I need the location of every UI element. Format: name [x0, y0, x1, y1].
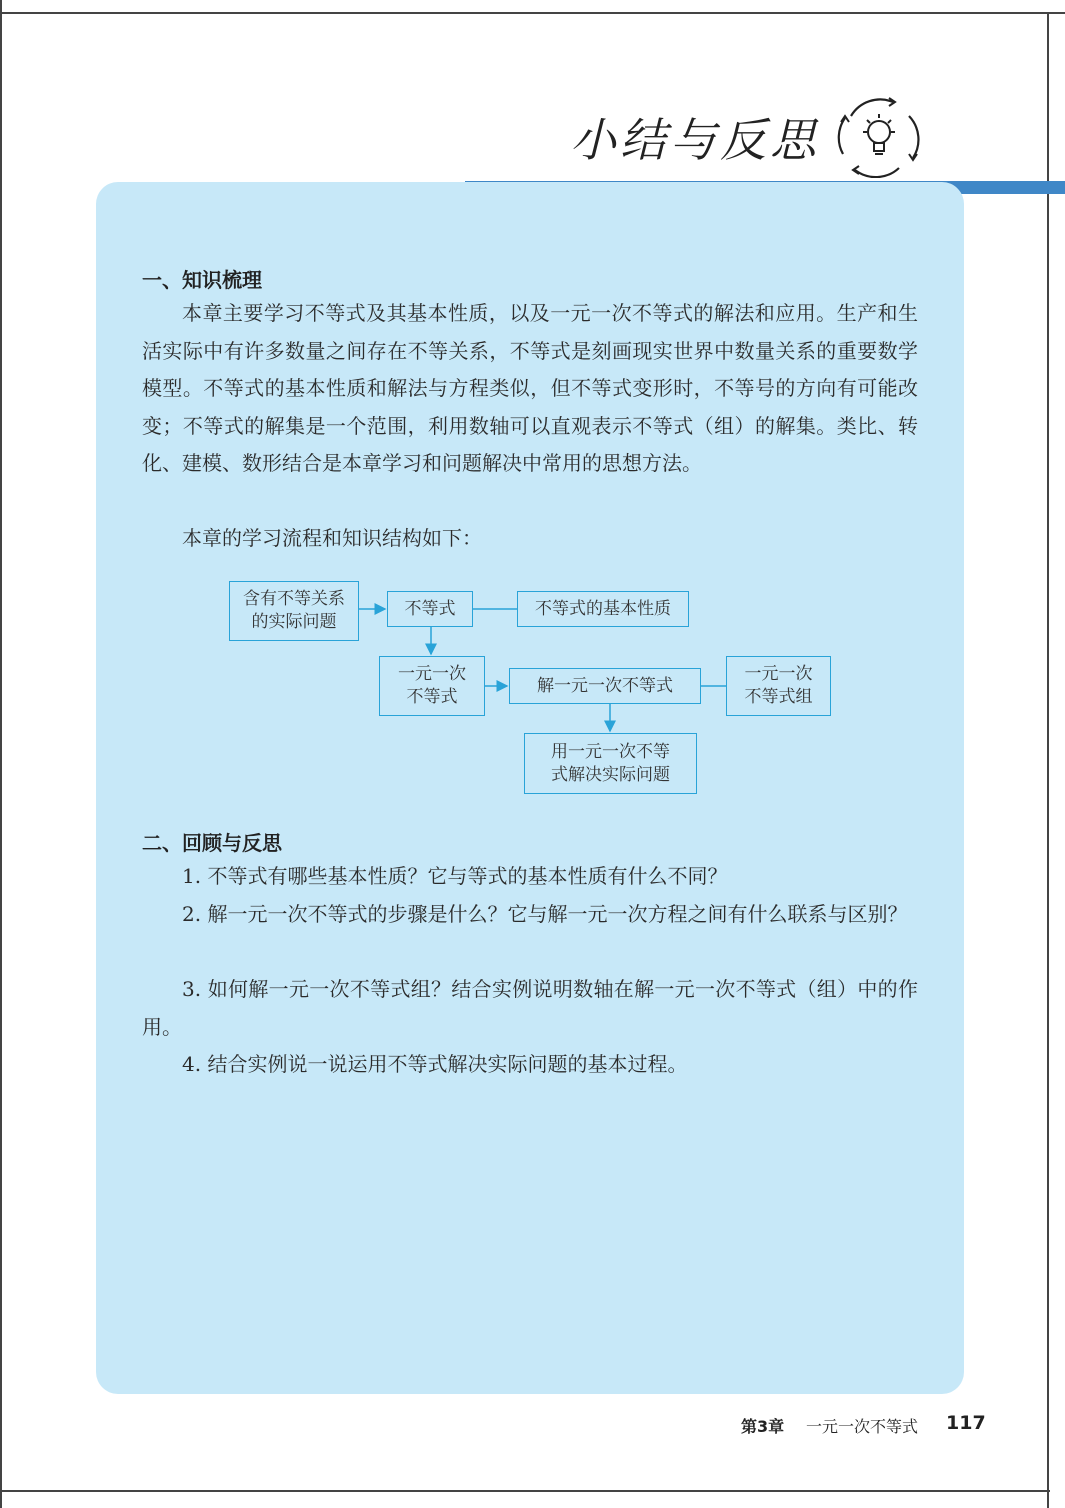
footer-chapter: 第3章	[741, 1417, 785, 1436]
page-frame-left	[0, 0, 2, 1508]
flow-node-apply: 用一元一次不等 式解决实际问题	[524, 733, 697, 794]
lightbulb-cycle-icon	[833, 94, 923, 178]
page-frame-bottom	[0, 1490, 1050, 1492]
question-item: 4. 结合实例说一说运用不等式解决实际问题的基本过程。	[182, 1052, 688, 1076]
flow-node-solve-linear: 解一元一次不等式	[509, 668, 701, 704]
page-frame-right	[1047, 14, 1049, 1508]
page-frame-top	[0, 0, 1065, 14]
summary-paragraph: 本章主要学习不等式及其基本性质，以及一元一次不等式的解法和应用。生产和生活实际中有许多数量之间存在不等关系，不等式是刻画现实世界中数量关系的重要数学模型。不等式的基本性质和解法与方程类似，但不等式变形时，不等号的方向有可能改变；不等式的解集是一个范围，利用数轴可以直观表示不等式（组）的解集。类比、转化、建模、数形结合是本章学习和问题解决中常用的思想方法。	[142, 301, 918, 476]
flow-node-basic-properties: 不等式的基本性质	[517, 591, 689, 627]
question-item: 3. 如何解一元一次不等式组？结合实例说明数轴在解一元一次不等式（组）中的作用。	[142, 977, 918, 1039]
flow-node-linear-system: 一元一次 不等式组	[726, 656, 831, 716]
flow-node-inequality: 不等式	[387, 591, 473, 627]
footer-chapter-title: 一元一次不等式	[806, 1417, 919, 1436]
flow-intro-paragraph: 本章的学习流程和知识结构如下：	[182, 526, 482, 550]
section-heading-review: 二、回顾与反思	[142, 831, 282, 855]
page-number: 117	[946, 1412, 986, 1434]
flow-node-real-problems: 含有不等关系 的实际问题	[229, 581, 359, 641]
question-item: 2. 解一元一次不等式的步骤是什么？它与解一元一次方程之间有什么联系与区别？	[182, 902, 908, 926]
flow-node-linear-inequality: 一元一次 不等式	[379, 656, 485, 716]
page-title: 小结与反思	[570, 113, 820, 167]
question-item: 1. 不等式有哪些基本性质？它与等式的基本性质有什么不同？	[182, 864, 728, 888]
section-heading-knowledge: 一、知识梳理	[142, 268, 262, 292]
